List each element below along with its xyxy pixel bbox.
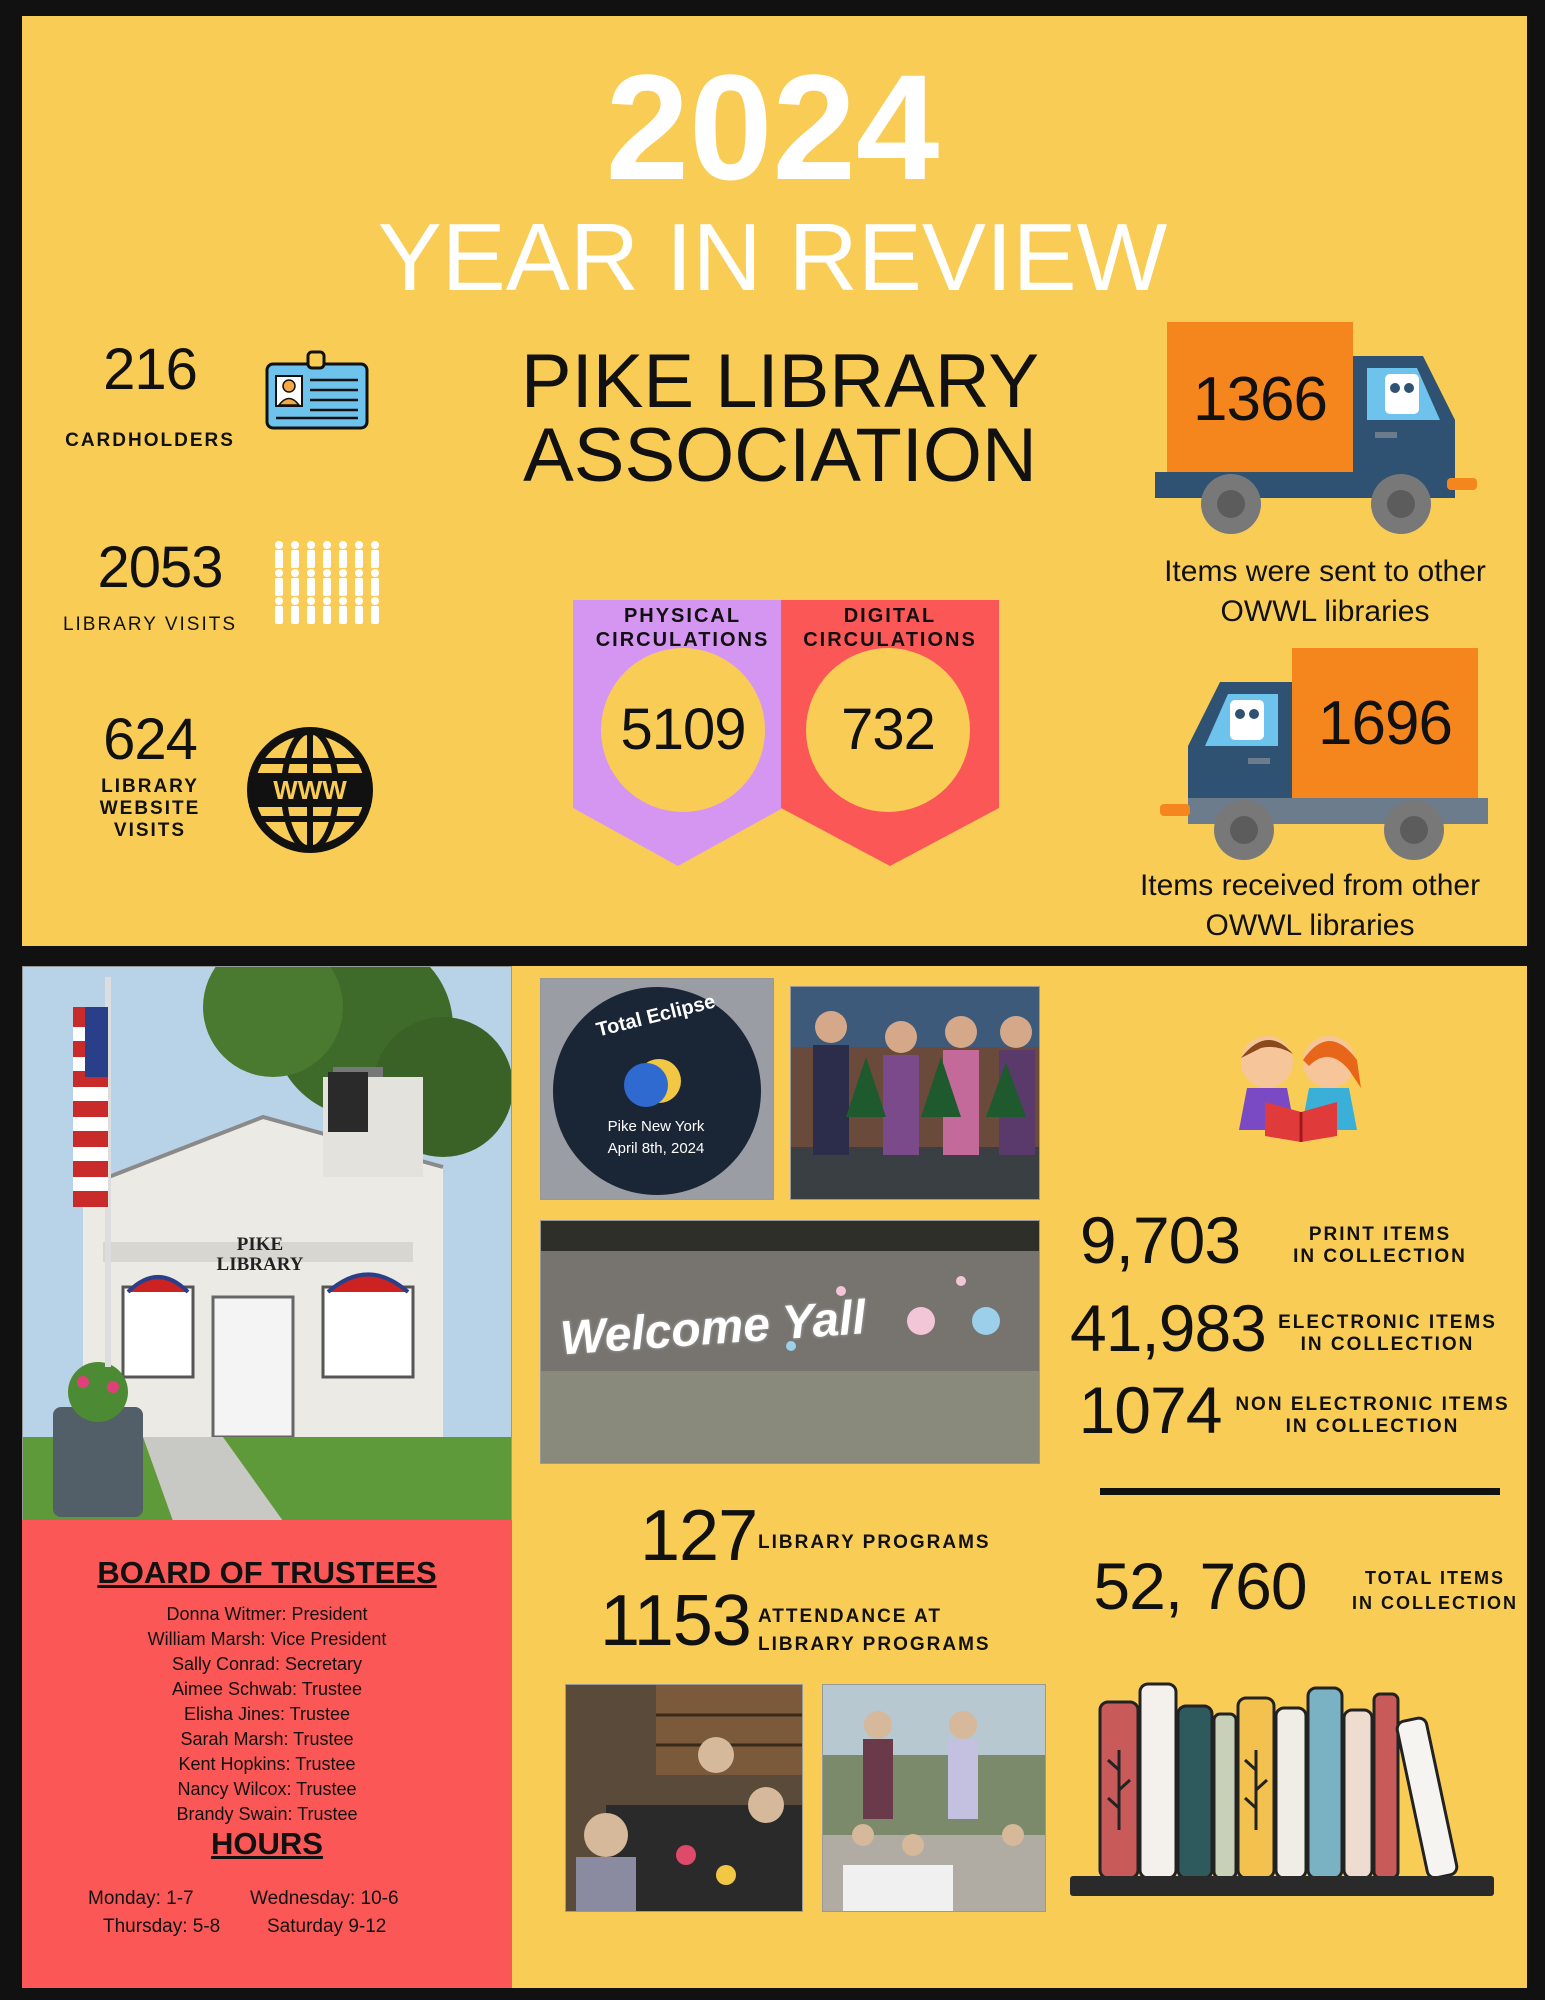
non-electronic-items-label-line-1: NON ELECTRONIC ITEMS: [1235, 1394, 1510, 1415]
print-items-label: [1265, 1224, 1495, 1268]
trustee-item: Kent Hopkins: Trustee: [178, 1754, 356, 1774]
attendance-value: 1153: [600, 1581, 751, 1661]
hours-title: HOURS: [211, 1826, 323, 1861]
year-heading: 2024: [605, 43, 940, 211]
attendance-label-line-1: ATTENDANCE AT: [758, 1606, 942, 1627]
trustee-item: Aimee Schwab: Trustee: [171, 1679, 363, 1699]
digital-circulations-label: [785, 604, 995, 652]
hours-thursday: Thursday: 5-8: [103, 1916, 221, 1937]
physical-circulations-value: 5109: [620, 697, 746, 762]
svg-text:WWW: WWW: [273, 775, 347, 805]
hours-monday: Monday: 1-7: [88, 1888, 194, 1909]
cardholders-label: CARDHOLDERS: [65, 430, 235, 451]
digital-label-line-2: CIRCULATIONS: [803, 629, 977, 651]
organization-line-1: PIKE LIBRARY: [520, 339, 1040, 424]
trustee-item: Sarah Marsh: Trustee: [180, 1729, 354, 1749]
programs-label: LIBRARY PROGRAMS: [758, 1532, 991, 1553]
id-card-icon: [264, 350, 370, 432]
trustee-item: Sally Conrad: Secretary: [171, 1654, 363, 1674]
items-sent-caption-line-1: Items were sent to other: [1164, 555, 1486, 588]
website-visits-label-line-1: LIBRARY: [101, 776, 199, 797]
electronic-items-value: 41,983: [1070, 1291, 1266, 1365]
website-visits-label-line-3: VISITS: [113, 820, 187, 841]
digital-label-line-1: DIGITAL: [843, 605, 937, 627]
items-received-caption-line-2: OWWL libraries: [1205, 909, 1415, 942]
items-received-caption: [1125, 866, 1495, 946]
eclipse-button-title: Total Eclipse: [594, 990, 718, 1042]
trustee-item: William Marsh: Vice President: [147, 1629, 387, 1649]
cardholders-value: 216: [103, 337, 197, 402]
print-items-label-line-1: PRINT ITEMS: [1308, 1224, 1452, 1245]
digital-circulations-value: 732: [841, 697, 935, 762]
website-visits-label-line-2: WEBSITE: [99, 798, 201, 819]
outdoor-program-photo: [822, 1684, 1046, 1912]
electronic-items-label-line-1: ELECTRONIC ITEMS: [1278, 1312, 1497, 1333]
total-items-label-line-2: IN COLLECTION: [1352, 1593, 1518, 1613]
items-received-value: 1696: [1318, 689, 1452, 758]
programs-value: 127: [640, 1496, 758, 1576]
library-sign: [190, 1235, 330, 1275]
website-visits-label: [60, 776, 240, 842]
total-items-value: 52, 760: [1093, 1549, 1307, 1623]
eclipse-button-location: Pike New York: [607, 1118, 705, 1135]
trustee-item: Donna Witmer: President: [166, 1604, 368, 1624]
total-items-label-line-1: TOTAL ITEMS: [1364, 1568, 1505, 1588]
non-electronic-items-label: [1230, 1394, 1515, 1438]
non-electronic-items-value: 1074: [1078, 1373, 1222, 1447]
trustee-item: Elisha Jines: Trustee: [183, 1704, 351, 1724]
items-received-caption-line-1: Items received from other: [1139, 869, 1481, 902]
volunteers-trees-photo: [790, 986, 1040, 1200]
trustee-item: Nancy Wilcox: Trustee: [177, 1779, 357, 1799]
people-crowd-icon: [272, 540, 388, 626]
electronic-items-label-line-2: IN COLLECTION: [1300, 1334, 1475, 1355]
items-sent-caption: [1140, 552, 1510, 632]
board-title: BOARD OF TRUSTEES: [97, 1555, 437, 1590]
program-event-photo: [565, 1684, 803, 1912]
trustee-item: Brandy Swain: Trustee: [176, 1804, 358, 1824]
print-items-label-line-2: IN COLLECTION: [1293, 1246, 1467, 1267]
library-sign-line-2: LIBRARY: [216, 1254, 304, 1275]
organization-name: [420, 339, 1140, 498]
items-sent-caption-line-2: OWWL libraries: [1220, 595, 1430, 628]
website-visits-value: 624: [103, 707, 197, 772]
hours-saturday: Saturday 9-12: [267, 1916, 387, 1937]
library-visits-label: LIBRARY VISITS: [62, 614, 238, 635]
bookshelf-icon: [1070, 1680, 1502, 1900]
attendance-label: [758, 1603, 991, 1659]
print-items-value: 9,703: [1079, 1203, 1241, 1277]
library-visits-value: 2053: [97, 535, 223, 600]
items-sent-value: 1366: [1193, 365, 1327, 434]
physical-label-line-2: CIRCULATIONS: [595, 629, 770, 651]
total-items-label: [1340, 1566, 1530, 1616]
hours-wednesday: Wednesday: 10-6: [250, 1888, 399, 1909]
library-sign-line-1: PIKE: [236, 1234, 284, 1255]
globe-www-icon: [245, 725, 375, 855]
eclipse-button-date: April 8th, 2024: [607, 1140, 705, 1157]
physical-circulations-label: [580, 604, 785, 652]
mural-text: Welcome Yall: [558, 1291, 868, 1366]
attendance-label-line-2: LIBRARY PROGRAMS: [758, 1634, 991, 1655]
electronic-items-label: [1270, 1312, 1505, 1356]
organization-line-2: ASSOCIATION: [523, 413, 1037, 498]
kids-reading-icon: [1225, 1030, 1375, 1146]
page-title: YEAR IN REVIEW: [377, 204, 1168, 311]
non-electronic-items-label-line-2: IN COLLECTION: [1285, 1416, 1460, 1437]
physical-label-line-1: PHYSICAL: [623, 605, 742, 627]
divider-line: [1100, 1488, 1500, 1495]
